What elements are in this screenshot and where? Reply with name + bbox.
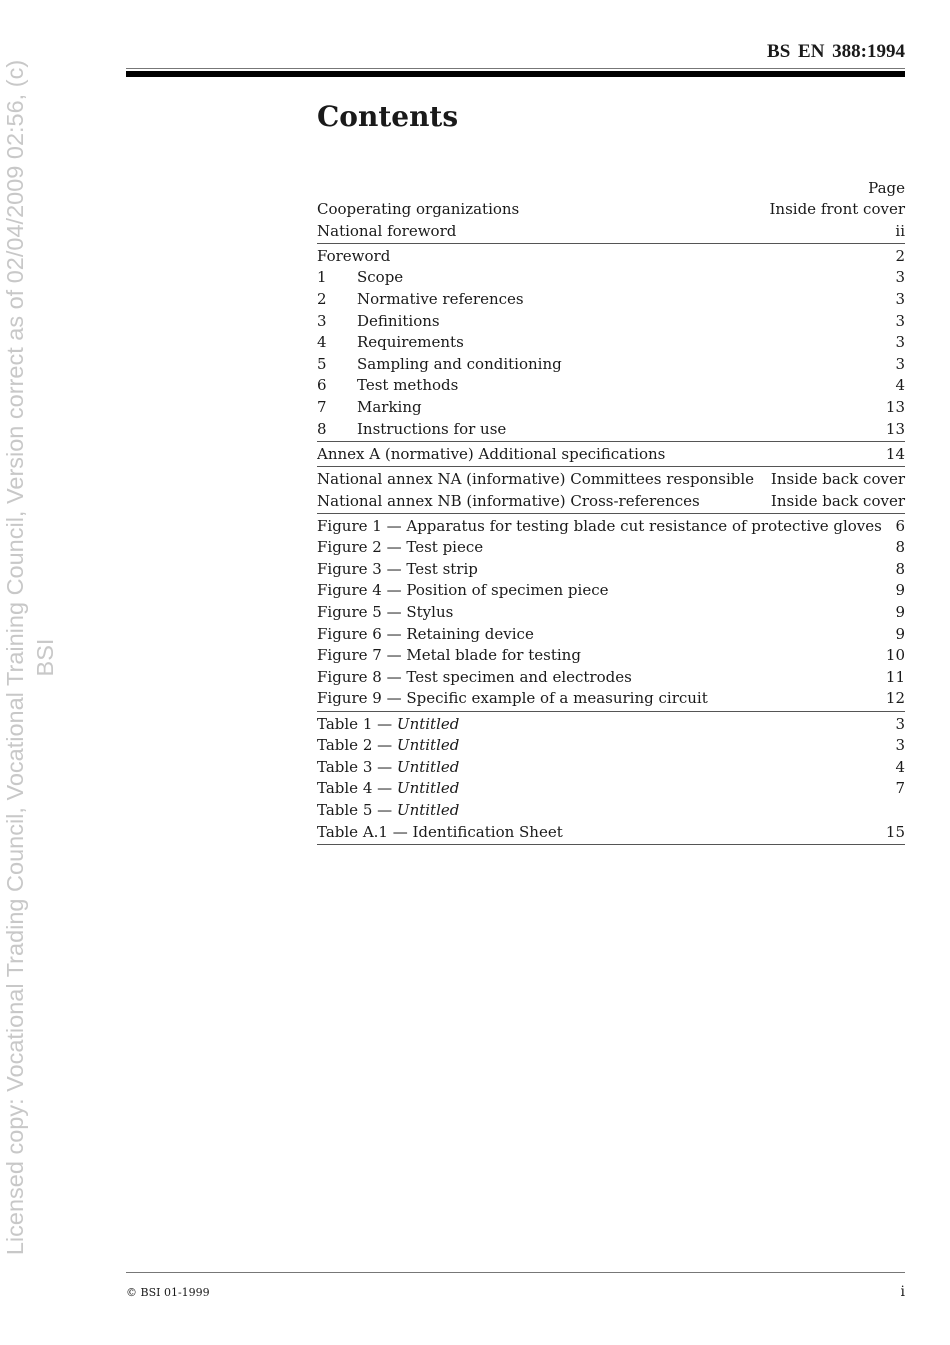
- toc-entry-label: Figure 6 — Retaining device: [317, 624, 534, 643]
- toc-entry-title: [317, 397, 876, 419]
- toc-entry-title: [317, 469, 761, 491]
- section-divider: [317, 243, 905, 244]
- toc-entry-title: [317, 491, 761, 513]
- toc-entry: [317, 516, 905, 538]
- header-rule-thick: [126, 71, 905, 77]
- toc-entry: [317, 624, 905, 646]
- toc-entry-page: 12: [885, 689, 905, 708]
- toc-entry-label: Figure 2 — Test piece: [317, 538, 484, 557]
- toc-entry: [317, 559, 905, 581]
- toc-entry-label: Foreword: [317, 246, 391, 265]
- footer-page-number: i: [900, 1284, 905, 1300]
- toc-entry-title: [317, 246, 885, 268]
- toc-entry: [317, 491, 905, 513]
- toc-entry-title: [317, 311, 885, 333]
- toc-entry: [317, 757, 905, 779]
- toc-entry-label: Sampling and conditioning: [357, 354, 562, 373]
- toc-entry-page: 4: [895, 376, 905, 395]
- toc-entry-title: [317, 735, 885, 757]
- toc-entry-label: Table A.1 — Identification Sheet: [317, 822, 563, 841]
- toc-entry-page: 8: [895, 538, 905, 557]
- toc-entry-title: [317, 199, 760, 221]
- toc-entry-number: 6: [317, 376, 327, 395]
- toc-entry-title: [317, 800, 895, 822]
- toc-entry-page: 3: [895, 736, 905, 755]
- toc-entry: [317, 667, 905, 689]
- toc-entry-page: Inside back cover: [770, 491, 905, 510]
- section-divider: [317, 466, 905, 467]
- toc-entry-label: National foreword: [317, 221, 457, 240]
- toc-entry-title: [317, 602, 885, 624]
- toc-entry-label: Instructions for use: [357, 419, 507, 438]
- toc-entry-title: [317, 645, 876, 667]
- toc-entry: [317, 778, 905, 800]
- toc-entry-title: [317, 714, 885, 736]
- toc-entry-title: [317, 332, 885, 354]
- toc-entry-label: Table 3 —: [317, 757, 397, 776]
- toc-entry-label: Table 2 —: [317, 736, 397, 755]
- toc-entry-page: 4: [895, 757, 905, 776]
- toc-entry-number: 1: [317, 268, 327, 287]
- toc-entry-page: 8: [895, 559, 905, 578]
- toc-entry: [317, 580, 905, 602]
- toc-entry-page: 14: [885, 444, 905, 463]
- toc-entry-page: 2: [895, 246, 905, 265]
- toc-entry-label: Table 1 —: [317, 714, 397, 733]
- toc-entry: [317, 602, 905, 624]
- toc-entry-title: [317, 537, 885, 559]
- toc-entry-page: [895, 800, 905, 822]
- toc-entry: [317, 289, 905, 311]
- toc-entry-title: [317, 267, 885, 289]
- table-of-contents: [317, 178, 905, 847]
- toc-entry: [317, 469, 905, 491]
- toc-entry-label: Test methods: [357, 376, 459, 395]
- section-divider: [317, 711, 905, 712]
- toc-entry: [317, 397, 905, 419]
- toc-entry: [317, 311, 905, 333]
- toc-entry: [317, 419, 905, 441]
- toc-entry-label: Figure 7 — Metal blade for testing: [317, 646, 581, 665]
- toc-entry: [317, 735, 905, 757]
- toc-entry-label: Cooperating organizations: [317, 200, 520, 218]
- watermark-line-1: Licensed copy: Vocational Trading Council, Vocational Training Council, Version correct as of 02/04/2009 02:56, (c): [2, 59, 28, 1256]
- toc-entry-number: 8: [317, 419, 327, 438]
- toc-entry-title: [317, 289, 885, 311]
- page-column-label: Page: [868, 179, 905, 197]
- toc-entry-page: 9: [895, 581, 905, 600]
- toc-entry-label: Definitions: [357, 311, 440, 330]
- toc-entry-page: 3: [895, 268, 905, 287]
- license-watermark: [0, 0, 62, 1330]
- section-divider: [317, 844, 905, 845]
- footer-rule: [126, 1272, 905, 1273]
- toc-entry-number: 4: [317, 333, 327, 352]
- section-divider: [317, 513, 905, 514]
- toc-entry-title: [317, 667, 876, 689]
- toc-entry-page: 3: [895, 311, 905, 330]
- toc-entry-page: Inside front cover: [769, 200, 905, 218]
- toc-entry: [317, 375, 905, 397]
- toc-entry-label: Figure 8 — Test specimen and electrodes: [317, 667, 632, 686]
- toc-entry: [317, 688, 905, 710]
- toc-entry-label: Marking: [357, 397, 422, 416]
- toc-entry-title: [317, 624, 885, 646]
- toc-entry-title: [317, 444, 876, 466]
- toc-entry: [317, 537, 905, 559]
- toc-entry-title: [317, 375, 885, 397]
- toc-entry: [317, 822, 905, 844]
- toc-entry-title: [317, 516, 885, 538]
- toc-entry-label: Figure 5 — Stylus: [317, 603, 454, 622]
- toc-entry-title: [317, 221, 885, 243]
- toc-entry: [317, 221, 905, 243]
- toc-entry-page: 15: [885, 822, 905, 841]
- toc-entry-page: 9: [895, 603, 905, 622]
- footer-copyright: © BSI 01-1999: [126, 1286, 210, 1299]
- toc-entry-label-italic: Untitled: [396, 801, 460, 819]
- toc-entry-page: 11: [885, 667, 905, 686]
- toc-entry-label: Scope: [357, 268, 404, 287]
- toc-entry-label: Figure 1 — Apparatus for testing blade cut resistance of protective gloves: [317, 516, 882, 535]
- toc-entry-page: 3: [895, 714, 905, 733]
- toc-entry-page: 10: [885, 646, 905, 665]
- toc-entry: [317, 645, 905, 667]
- toc-entry: [317, 800, 905, 822]
- toc-entry-label: Figure 9 — Specific example of a measuring circuit: [317, 689, 708, 708]
- toc-entry-page: 9: [895, 624, 905, 643]
- toc-entry: [317, 444, 905, 466]
- toc-entry-label: Figure 4 — Position of specimen piece: [317, 581, 609, 600]
- watermark-line-2: BSI: [32, 638, 58, 677]
- toc-entry-number: 5: [317, 354, 327, 373]
- toc-entry-label-italic: Untitled: [396, 757, 460, 776]
- toc-entry-label: Table 5 —: [317, 801, 397, 819]
- toc-entry-label: Normative references: [357, 289, 524, 308]
- toc-entry-title: [317, 559, 885, 581]
- toc-entry-page: ii: [895, 221, 905, 240]
- toc-entry: [317, 267, 905, 289]
- toc-entry-page: 3: [895, 289, 905, 308]
- toc-entry-title: [317, 580, 885, 602]
- toc-entry-page: 3: [895, 354, 905, 373]
- document-code: BS EN 388:1994: [767, 41, 905, 62]
- toc-entry-page: Inside back cover: [770, 469, 905, 488]
- toc-entry-label: Annex A (normative) Additional specifications: [317, 444, 666, 463]
- header-rule-thin: [126, 68, 905, 69]
- toc-entry: [317, 199, 905, 221]
- toc-entry-number: 3: [317, 311, 327, 330]
- toc-entry-title: [317, 822, 876, 844]
- toc-entry: [317, 332, 905, 354]
- toc-entry-label: Table 4 —: [317, 779, 397, 798]
- toc-entry-number: 2: [317, 289, 327, 308]
- section-divider: [317, 441, 905, 442]
- toc-entry-title: [317, 419, 876, 441]
- toc-entry-page: 13: [885, 397, 905, 416]
- toc-entry: [317, 354, 905, 376]
- toc-entry-page: 7: [895, 779, 905, 798]
- toc-entry-number: 7: [317, 397, 327, 416]
- toc-entry-page: 6: [895, 516, 905, 535]
- toc-entry: [317, 714, 905, 736]
- toc-entry-title: [317, 778, 885, 800]
- toc-entry-title: [317, 688, 876, 710]
- toc-entry-label: Requirements: [357, 333, 464, 352]
- page-title: Contents: [317, 100, 459, 133]
- toc-entry-label-italic: Untitled: [396, 736, 460, 755]
- toc-entry-label: National annex NA (informative) Committees responsible: [317, 469, 755, 488]
- toc-entry-title: [317, 757, 885, 779]
- toc-entry-label: National annex NB (informative) Cross-references: [317, 491, 700, 510]
- toc-entry-page: 3: [895, 333, 905, 352]
- toc-entry-label-italic: Untitled: [396, 714, 460, 733]
- toc-entry-label: Figure 3 — Test strip: [317, 559, 478, 578]
- toc-entry-title: [317, 354, 885, 376]
- toc-entry-page: 13: [885, 419, 905, 438]
- toc-entry: [317, 246, 905, 268]
- toc-entry-label-italic: Untitled: [396, 779, 460, 798]
